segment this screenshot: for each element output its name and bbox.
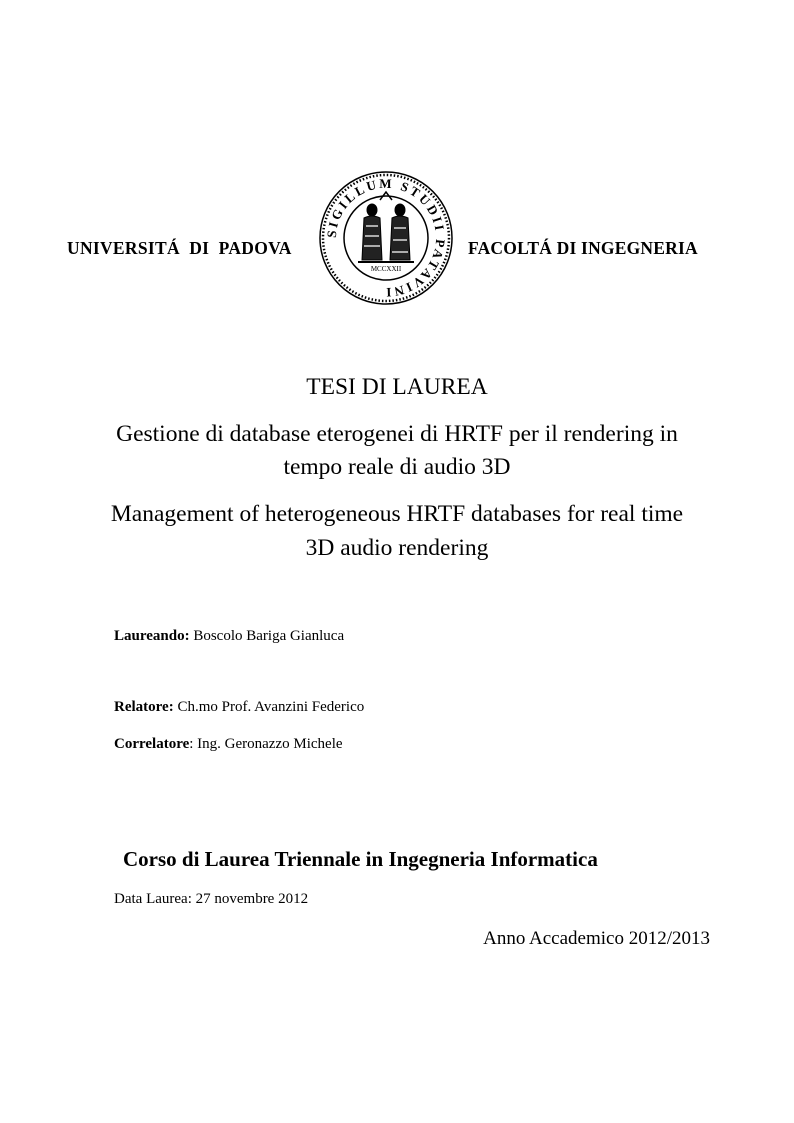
course-name: Corso di Laurea Triennale in Ingegneria Informatica xyxy=(123,847,598,871)
candidate-label: Laureando: xyxy=(114,628,190,644)
title-english-line1: Management of heterogeneous HRTF databases for real time xyxy=(110,501,684,527)
seal-year: MCCXXII xyxy=(370,265,402,273)
title-english-line2: 3D audio rendering xyxy=(305,535,489,561)
advisor-row xyxy=(114,697,364,717)
candidate-name: Boscolo Bariga Gianluca xyxy=(189,628,345,644)
faculty-name: FACOLTÁ DI INGEGNERIA xyxy=(468,238,698,258)
university-seal-logo xyxy=(318,170,454,306)
graduation-date: Data Laurea: 27 novembre 2012 xyxy=(114,891,309,907)
seal-legend-text: SIGILLUM STUDII PATAVINI xyxy=(323,175,449,301)
academic-year: Anno Accademico 2012/2013 xyxy=(483,928,710,949)
title-italian-line1: Gestione di database eterogenei di HRTF per il rendering in xyxy=(116,421,678,447)
thesis-label: TESI DI LAUREA xyxy=(306,374,488,400)
coadvisor-label: Correlatore xyxy=(114,736,190,752)
candidate-row xyxy=(114,626,344,646)
coadvisor-row xyxy=(114,734,343,754)
university-name: UNIVERSITÁ DI PADOVA xyxy=(67,238,292,258)
advisor-label: Relatore: xyxy=(114,699,174,715)
advisor-name: Ch.mo Prof. Avanzini Federico xyxy=(173,699,365,715)
title-italian-line2: tempo reale di audio 3D xyxy=(283,454,511,480)
coadvisor-name: : Ing. Geronazzo Michele xyxy=(189,736,343,752)
